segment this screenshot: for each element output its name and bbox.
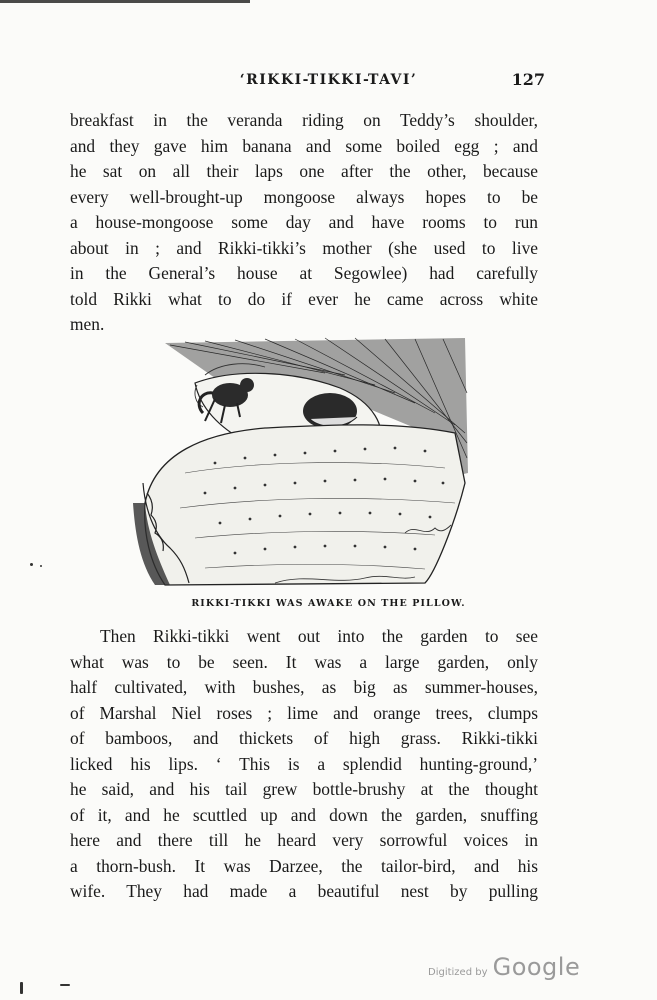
illustration-mongoose-on-pillow (125, 333, 470, 588)
scan-speck (20, 982, 23, 994)
text-line: every well-brought-up mongoose always hopes to be (70, 186, 538, 207)
google-wordmark: Google (492, 953, 581, 981)
page-number: 127 (511, 70, 545, 89)
text-line: he said, and his tail grew bottle-brushy at the thought (70, 779, 538, 799)
text-line: of Marshal Niel roses ; lime and orange trees, clumps (70, 702, 538, 723)
text-line: and they gave him banana and some boiled egg ; and (70, 135, 538, 156)
digitized-label: Digitized by (428, 967, 488, 978)
scan-speck (60, 984, 70, 986)
running-head: ‘RIKKI-TIKKI-TAVI’ (239, 72, 418, 88)
sleeping-head (303, 393, 357, 429)
scan-speck (40, 565, 42, 567)
text-line: of it, and he scuttled up and down the garden, snuffing (70, 804, 538, 825)
illustration-caption: RIKKI-TIKKI WAS AWAKE ON THE PILLOW. (191, 598, 466, 609)
paragraph-1 (70, 108, 538, 338)
text-line: wife. They had made a beautiful nest by pulling (70, 881, 538, 901)
text-line: of bamboos, and thickets of high grass. Rikki-tikki (70, 728, 538, 748)
text-line: in the General’s house at Segowlee) had carefully (70, 263, 538, 283)
scan-speck (30, 563, 33, 566)
text-line: Then Rikki-tikki went out into the garden to see (100, 626, 538, 646)
text-line: licked his lips. ‘ This is a splendid hunting-ground,’ (70, 753, 538, 774)
text-line: a thorn-bush. It was Darzee, the tailor-bird, and his (70, 855, 538, 876)
top-edge-rule (0, 0, 250, 3)
text-line: what was to be seen. It was a large garden, only (70, 651, 538, 672)
text-line: he sat on all their laps one after the other, because (70, 161, 538, 181)
text-line: here and there till he heard very sorrowful voices in (70, 830, 538, 850)
text-line: told Rikki what to do if ever he came across white (70, 288, 538, 309)
text-line: men. (70, 314, 105, 334)
text-line: half cultivated, with bushes, as big as summer-houses, (70, 677, 538, 697)
text-line: breakfast in the veranda riding on Teddy’s shoulder, (70, 110, 538, 130)
text-line: a house-mongoose some day and have rooms to run (70, 212, 538, 232)
digitized-by-google-stamp (428, 953, 580, 981)
text-line: about in ; and Rikki-tikki’s mother (she used to live (70, 237, 538, 258)
paragraph-2 (70, 624, 538, 905)
